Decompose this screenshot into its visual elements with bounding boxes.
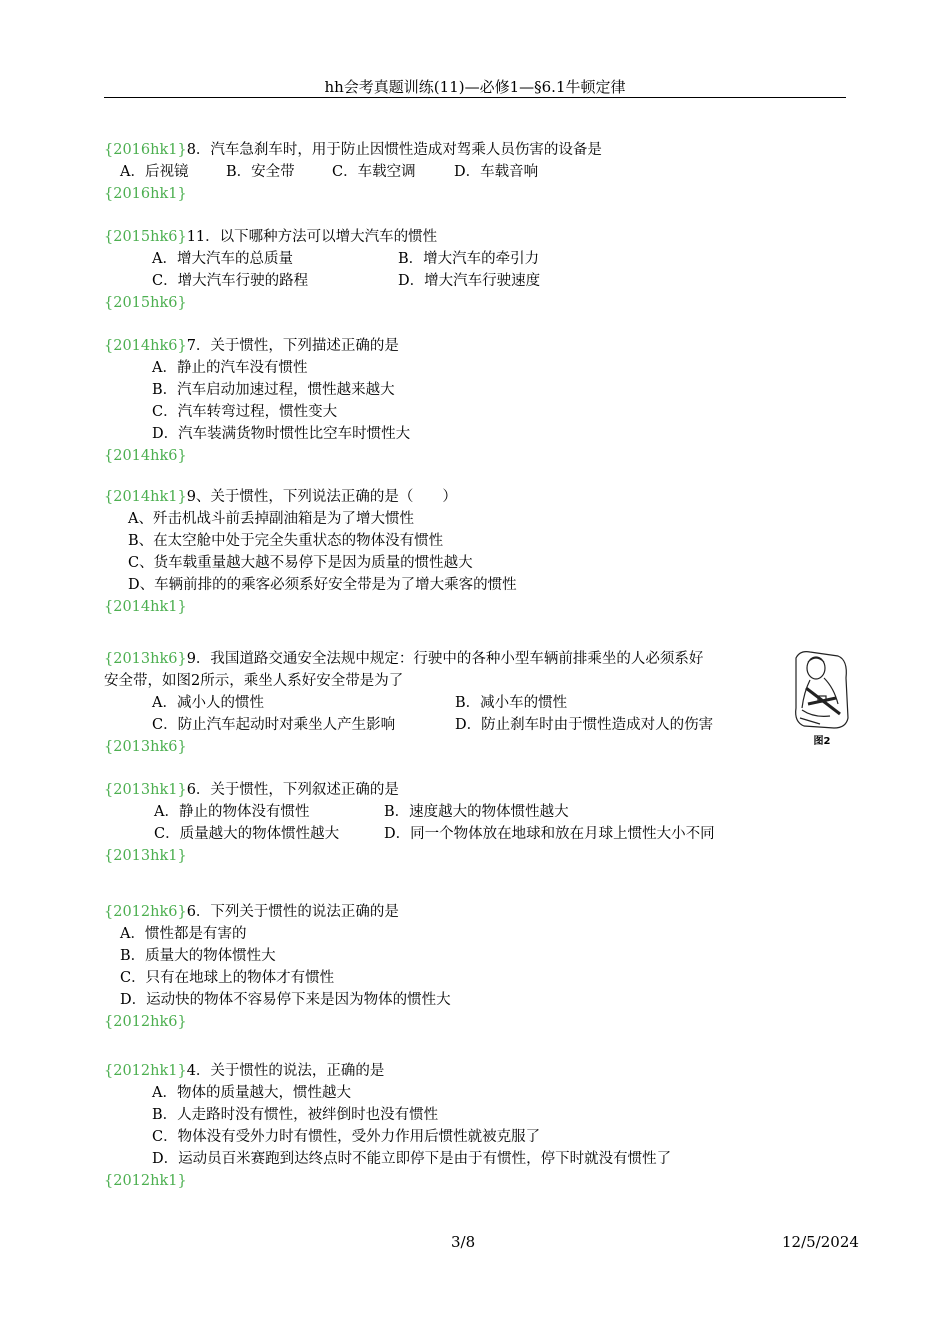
source-tag: {2013hk6} [104,651,187,667]
source-tag: {2012hk6} [104,904,187,920]
question-2012hk1 [104,1060,824,1192]
source-tag: {2016hk1} [104,142,187,158]
seatbelt-passenger-illustration [790,648,854,732]
option-b: B．减小车的惯性 [455,695,568,711]
question-2014hk1 [104,486,784,618]
question-stem: {2012hk6}6．下列关于惯性的说法正确的是 [104,904,399,920]
option-d: D、车辆前排的的乘客必须系好安全带是为了增大乘客的惯性 [128,577,517,593]
option-a: A．增大汽车的总质量 [152,251,293,267]
question-stem: {2012hk1}4．关于惯性的说法，正确的是 [104,1063,385,1079]
option-b: B．汽车启动加速过程，惯性越来越大 [152,382,395,398]
question-2014hk6 [104,335,784,467]
question-2013hk1 [104,779,784,867]
source-tag: {2013hk1} [104,782,187,798]
source-tag: {2014hk1} [104,489,187,505]
question-2013hk6 [104,648,784,758]
footer-date: 12/5/2024 [782,1233,859,1251]
question-2015hk6 [104,226,784,314]
option-a: A．减小人的惯性 [152,695,264,711]
option-a: A、歼击机战斗前丢掉副油箱是为了增大惯性 [128,511,414,527]
question-stem: {2014hk6}7．关于惯性，下列描述正确的是 [104,338,399,354]
option-d: D．车载音响 [454,164,539,180]
option-c: C．质量越大的物体惯性越大 [154,826,340,842]
option-d: D．同一个物体放在地球和放在月球上惯性大小不同 [384,826,715,842]
source-tag: {2014hk6} [104,338,187,354]
seatbelt-figure [790,648,854,748]
option-c: C．只有在地球上的物体才有惯性 [120,970,335,986]
option-a: A．惯性都是有害的 [120,926,247,942]
option-row [104,270,784,292]
option-c: C、货车载重量越大越不易停下是因为质量的惯性越大 [128,555,473,571]
question-stem: {2013hk1}6．关于惯性，下列叙述正确的是 [104,782,399,798]
option-a: A．后视镜 [120,164,189,180]
question-2012hk6 [104,901,784,1033]
question-2016hk1 [104,139,784,205]
end-tag: {2014hk1} [104,599,187,615]
question-stem: {2013hk6}9．我国道路交通安全法规中规定：行驶中的各种小型车辆前排乘坐的人必须系好 [104,651,704,667]
question-stem: {2015hk6}11．以下哪种方法可以增大汽车的惯性 [104,229,438,245]
end-tag: {2014hk6} [104,448,187,464]
end-tag: {2012hk6} [104,1014,187,1030]
page-title: hh会考真题训练(11)—必修1—§6.1牛顿定律 [324,78,626,96]
end-tag: {2016hk1} [104,186,187,202]
question-stem: {2016hk1}8．汽车急刹车时，用于防止因惯性造成对驾乘人员伤害的设备是 [104,142,602,158]
option-c: C．物体没有受外力时有惯性，受外力作用后惯性就被克服了 [152,1129,541,1145]
option-b: B．安全带 [226,164,295,180]
end-tag: {2015hk6} [104,295,187,311]
question-stem: {2014hk1}9、关于惯性，下列说法正确的是（ ） [104,489,457,505]
option-row [104,823,784,845]
end-tag: {2012hk1} [104,1173,187,1189]
option-row [104,714,784,736]
option-b: B．速度越大的物体惯性越大 [384,804,569,820]
option-b: B．人走路时没有惯性，被绊倒时也没有惯性 [152,1107,439,1123]
end-tag: {2013hk1} [104,848,187,864]
option-b: B．质量大的物体惯性大 [120,948,276,964]
figure-caption: 图2 [813,736,831,747]
option-d: D．汽车装满货物时惯性比空车时惯性大 [152,426,411,442]
option-c: C．增大汽车行驶的路程 [152,273,309,289]
option-d: D．运动员百米赛跑到达终点时不能立即停下是由于有惯性，停下时就没有惯性了 [152,1151,672,1167]
end-tag: {2013hk6} [104,739,187,755]
source-tag: {2012hk1} [104,1063,187,1079]
question-stem-continued: 安全带，如图2所示，乘坐人系好安全带是为了 [104,673,404,689]
option-b: B、在太空舱中处于完全失重状态的物体没有惯性 [128,533,444,549]
option-b: B．增大汽车的牵引力 [398,251,540,267]
option-a: A．物体的质量越大，惯性越大 [152,1085,351,1101]
option-row [104,801,784,823]
option-row [104,161,784,183]
option-c: C．防止汽车起动时对乘坐人产生影响 [152,717,396,733]
option-d: D．增大汽车行驶速度 [398,273,541,289]
option-c: C．车载空调 [332,164,416,180]
option-c: C．汽车转弯过程，惯性变大 [152,404,338,420]
header-divider [104,97,846,98]
option-a: A．静止的汽车没有惯性 [152,360,308,376]
source-tag: {2015hk6} [104,229,187,245]
option-d: D．运动快的物体不容易停下来是因为物体的惯性大 [120,992,451,1008]
page-number: 3/8 [451,1233,476,1251]
option-row [104,692,784,714]
option-row [104,248,784,270]
option-a: A．静止的物体没有惯性 [154,804,310,820]
option-d: D．防止刹车时由于惯性造成对人的伤害 [455,717,714,733]
